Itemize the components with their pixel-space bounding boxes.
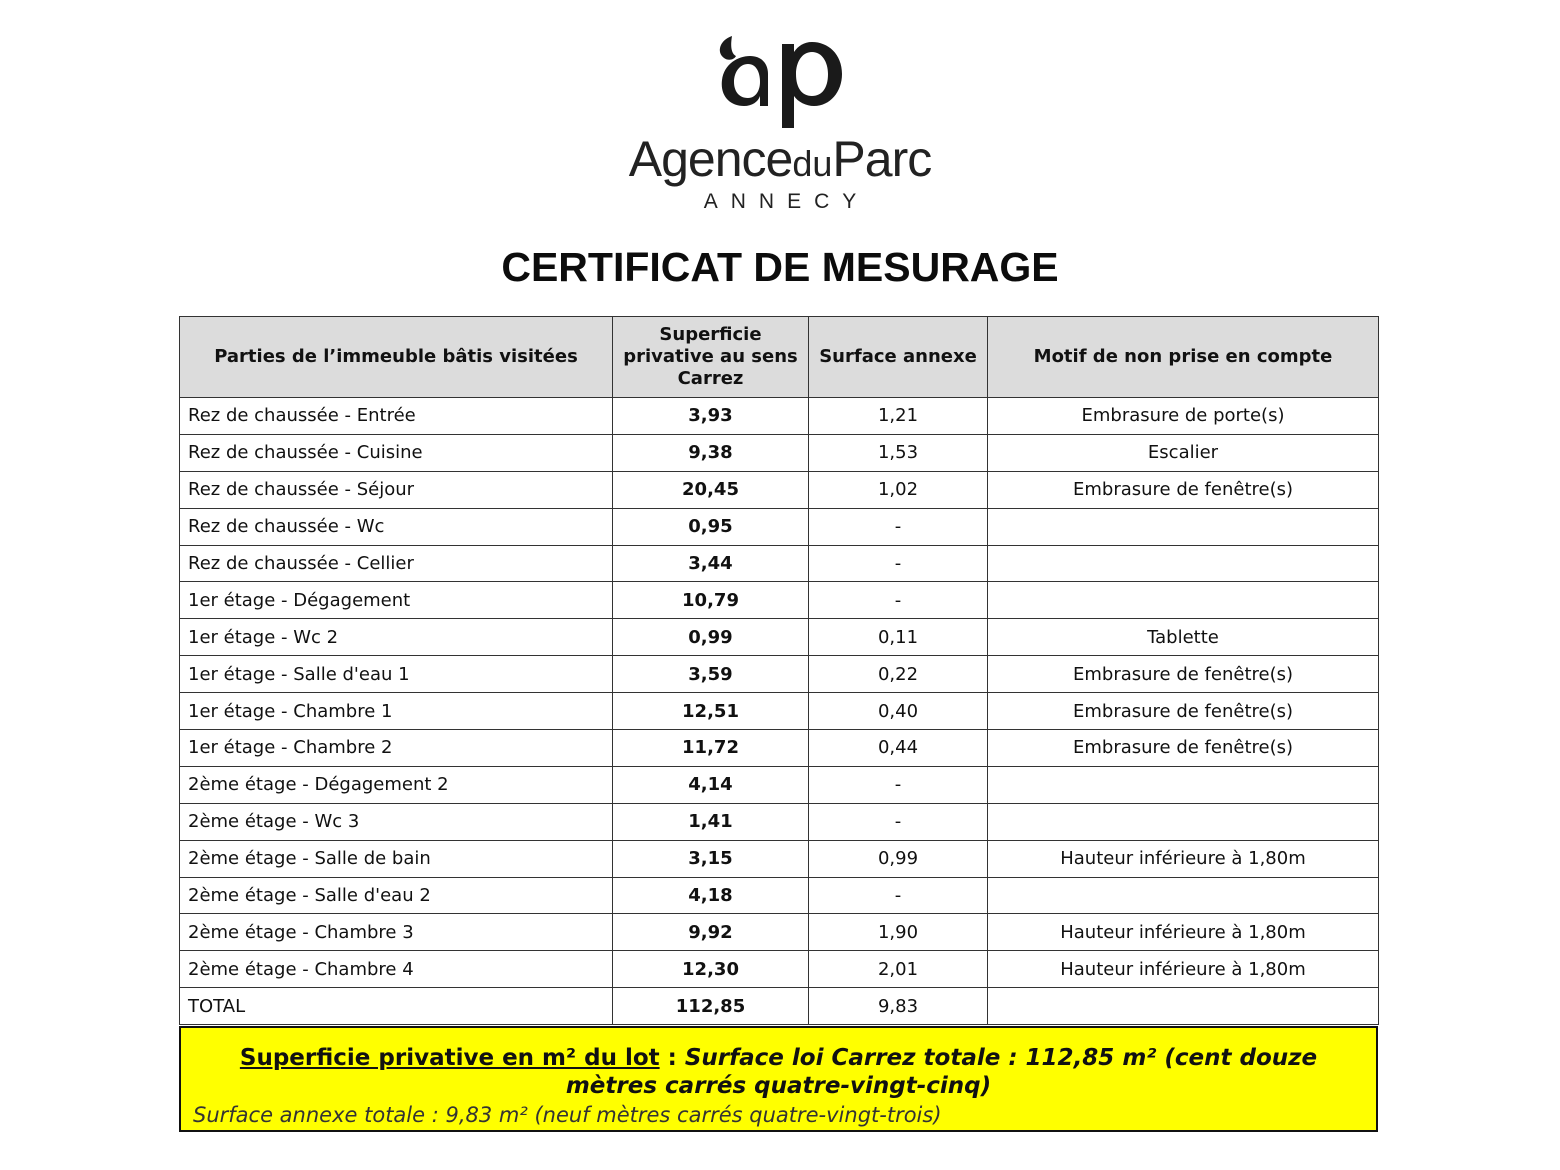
table-row — [180, 914, 1379, 951]
cell-room: 1er étage - Wc 2 — [180, 619, 613, 656]
cell-room: Rez de chaussée - Séjour — [180, 471, 613, 508]
cell-carrez: 112,85 — [613, 988, 809, 1025]
table-row — [180, 951, 1379, 988]
measurement-table — [179, 316, 1379, 1025]
cell-carrez: 3,15 — [613, 840, 809, 877]
summary-carrez-line — [181, 1044, 1376, 1100]
cell-annex: 1,02 — [809, 471, 988, 508]
table-row — [180, 766, 1379, 803]
cell-room: 1er étage - Chambre 1 — [180, 693, 613, 730]
cell-carrez: 4,18 — [613, 877, 809, 914]
cell-reason — [988, 803, 1379, 840]
cell-annex: - — [809, 508, 988, 545]
cell-carrez: 11,72 — [613, 730, 809, 767]
cell-reason: Embrasure de fenêtre(s) — [988, 730, 1379, 767]
cell-annex: 9,83 — [809, 988, 988, 1025]
cell-room: Rez de chaussée - Cuisine — [180, 434, 613, 471]
cell-annex: 0,40 — [809, 693, 988, 730]
summary-box — [179, 1026, 1378, 1132]
cell-carrez: 20,45 — [613, 471, 809, 508]
cell-carrez: 9,92 — [613, 914, 809, 951]
table-row — [180, 508, 1379, 545]
table-row — [180, 619, 1379, 656]
brand-word-du: du — [792, 143, 833, 184]
table-row — [180, 656, 1379, 693]
cell-reason: Embrasure de porte(s) — [988, 398, 1379, 435]
agency-logo — [0, 34, 1560, 214]
table-row — [180, 434, 1379, 471]
ap-monogram-icon — [710, 34, 850, 130]
cell-room: 1er étage - Salle d'eau 1 — [180, 656, 613, 693]
cell-carrez: 3,93 — [613, 398, 809, 435]
header-reason: Motif de non prise en compte — [988, 317, 1379, 398]
table-row — [180, 545, 1379, 582]
cell-reason — [988, 582, 1379, 619]
cell-reason — [988, 545, 1379, 582]
cell-annex: 0,11 — [809, 619, 988, 656]
cell-annex: 1,90 — [809, 914, 988, 951]
cell-reason — [988, 766, 1379, 803]
cell-reason: Hauteur inférieure à 1,80m — [988, 914, 1379, 951]
cell-annex: - — [809, 877, 988, 914]
cell-room: 2ème étage - Chambre 4 — [180, 951, 613, 988]
cell-reason: Tablette — [988, 619, 1379, 656]
cell-room: Rez de chaussée - Wc — [180, 508, 613, 545]
cell-annex: 2,01 — [809, 951, 988, 988]
cell-reason — [988, 988, 1379, 1025]
table-row — [180, 398, 1379, 435]
cell-annex: 1,21 — [809, 398, 988, 435]
cell-room: TOTAL — [180, 988, 613, 1025]
document-title: CERTIFICAT DE MESURAGE — [501, 244, 1059, 290]
cell-reason: Hauteur inférieure à 1,80m — [988, 951, 1379, 988]
cell-carrez: 10,79 — [613, 582, 809, 619]
summary-annex-text: Surface annexe totale : 9,83 m² (neuf mètres carrés quatre-vingt-trois) — [193, 1103, 942, 1127]
summary-separator: : — [659, 1045, 685, 1071]
brand-word-parc: Parc — [832, 131, 932, 187]
table-row — [180, 988, 1379, 1025]
cell-room: Rez de chaussée - Cellier — [180, 545, 613, 582]
table-row — [180, 840, 1379, 877]
cell-annex: 0,99 — [809, 840, 988, 877]
cell-annex: 1,53 — [809, 434, 988, 471]
cell-room: 2ème étage - Dégagement 2 — [180, 766, 613, 803]
table-row — [180, 693, 1379, 730]
cell-carrez: 4,14 — [613, 766, 809, 803]
table-row — [180, 730, 1379, 767]
cell-reason: Embrasure de fenêtre(s) — [988, 693, 1379, 730]
cell-annex: - — [809, 545, 988, 582]
cell-carrez: 0,95 — [613, 508, 809, 545]
cell-carrez: 9,38 — [613, 434, 809, 471]
cell-carrez: 0,99 — [613, 619, 809, 656]
cell-annex: 0,22 — [809, 656, 988, 693]
header-carrez: Superficie privative au sens Carrez — [613, 317, 809, 398]
cell-room: Rez de chaussée - Entrée — [180, 398, 613, 435]
cell-room: 1er étage - Chambre 2 — [180, 730, 613, 767]
cell-reason: Embrasure de fenêtre(s) — [988, 471, 1379, 508]
cell-room: 1er étage - Dégagement — [180, 582, 613, 619]
cell-annex: - — [809, 582, 988, 619]
cell-annex: 0,44 — [809, 730, 988, 767]
cell-carrez: 1,41 — [613, 803, 809, 840]
brand-name — [0, 131, 1560, 187]
cell-reason: Hauteur inférieure à 1,80m — [988, 840, 1379, 877]
cell-reason: Escalier — [988, 434, 1379, 471]
header-parts: Parties de l’immeuble bâtis visitées — [180, 317, 613, 398]
table-row — [180, 582, 1379, 619]
table-header-row — [180, 317, 1379, 398]
cell-carrez: 3,44 — [613, 545, 809, 582]
header-annex: Surface annexe — [809, 317, 988, 398]
cell-reason — [988, 508, 1379, 545]
table-row — [180, 877, 1379, 914]
table-row — [180, 471, 1379, 508]
cell-annex: - — [809, 803, 988, 840]
cell-carrez: 12,30 — [613, 951, 809, 988]
cell-reason: Embrasure de fenêtre(s) — [988, 656, 1379, 693]
cell-room: 2ème étage - Chambre 3 — [180, 914, 613, 951]
summary-carrez-text: Surface loi Carrez totale : 112,85 m² (cent douze mètres carrés quatre-vingt-cinq) — [565, 1045, 1318, 1099]
brand-city: ANNECY — [703, 190, 870, 213]
table-row — [180, 803, 1379, 840]
cell-room: 2ème étage - Salle d'eau 2 — [180, 877, 613, 914]
cell-reason — [988, 877, 1379, 914]
cell-annex: - — [809, 766, 988, 803]
cell-room: 2ème étage - Salle de bain — [180, 840, 613, 877]
summary-label: Superficie privative en m² du lot — [239, 1045, 660, 1071]
cell-room: 2ème étage - Wc 3 — [180, 803, 613, 840]
brand-word-agence: Agence — [628, 131, 793, 187]
cell-carrez: 12,51 — [613, 693, 809, 730]
cell-carrez: 3,59 — [613, 656, 809, 693]
